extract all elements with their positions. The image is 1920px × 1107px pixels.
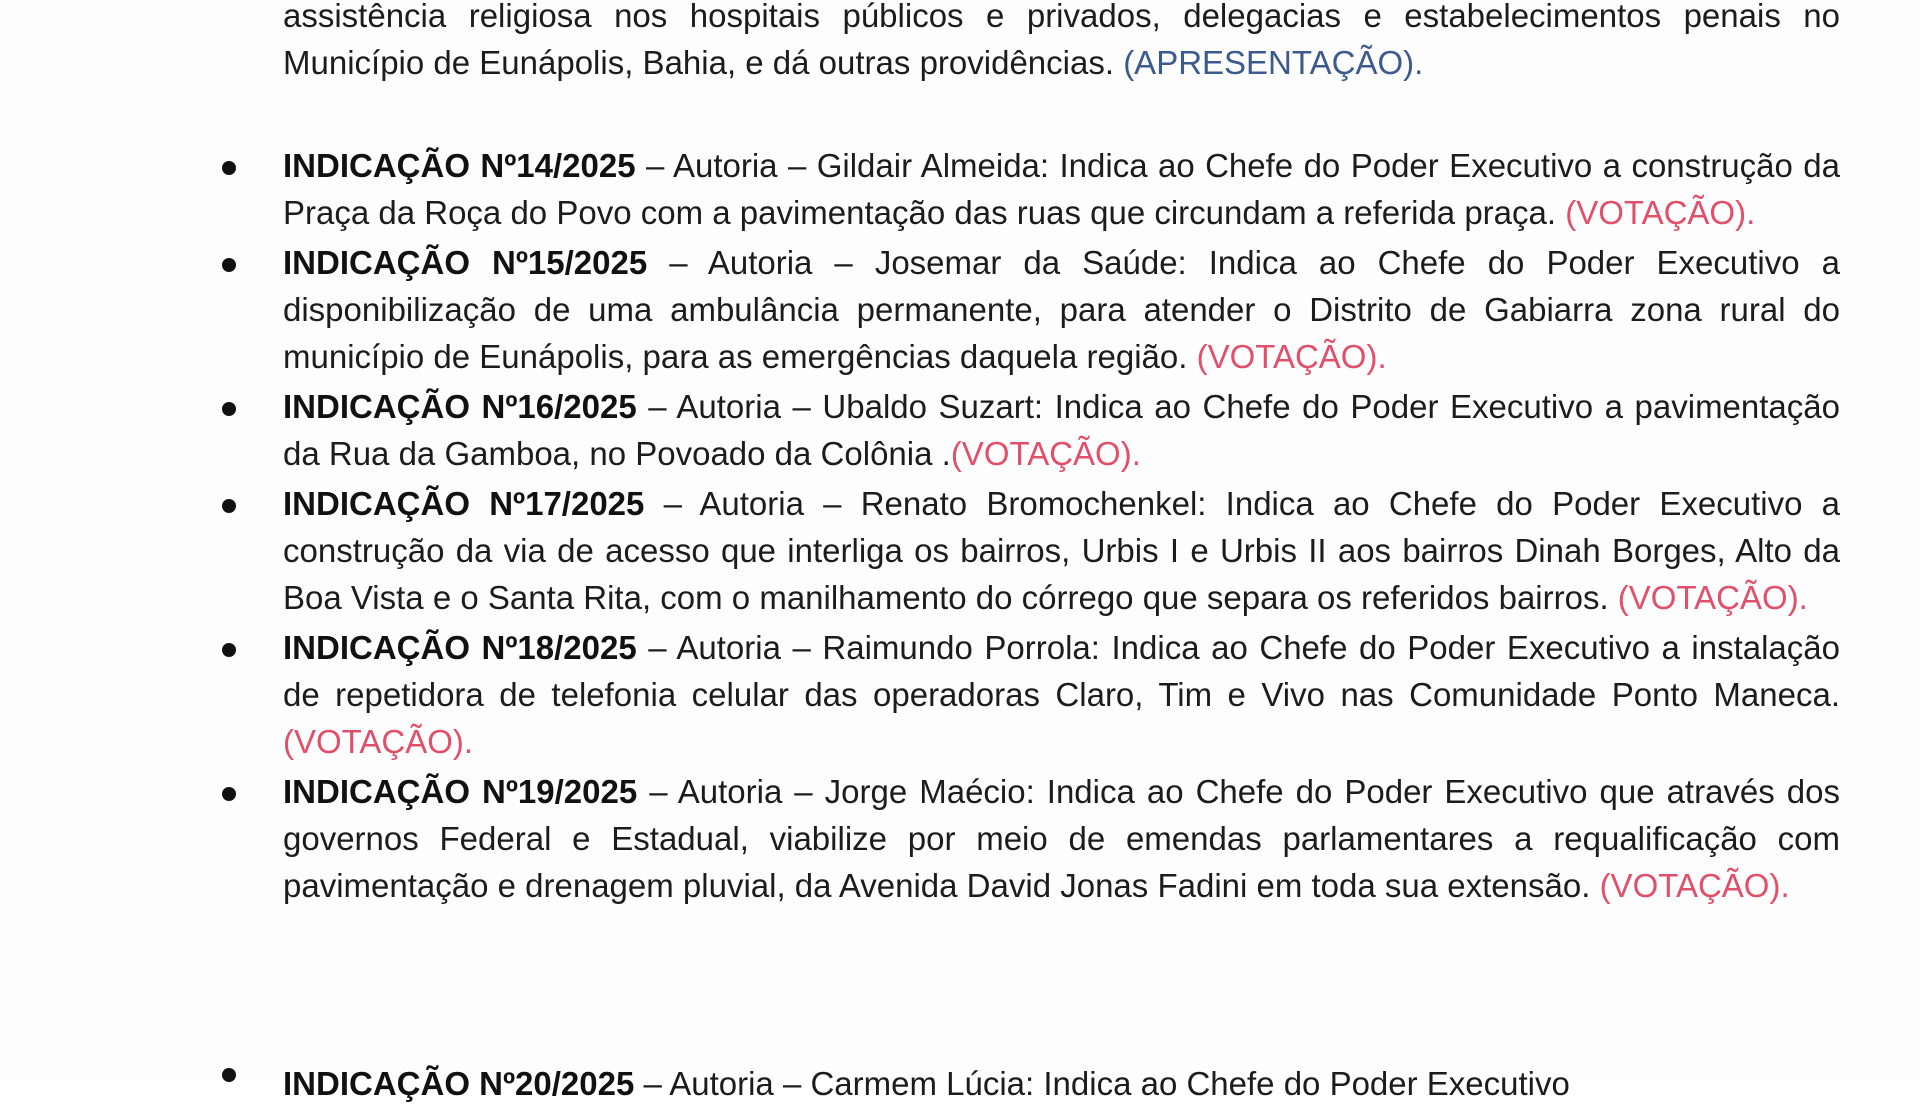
item-title: INDICAÇÃO Nº15/2025 bbox=[283, 244, 648, 281]
item-text bbox=[283, 1060, 1840, 1107]
intro-text: assistência religiosa nos hospitais públicos e privados, delegacias e estabelecimentos penais no Município de Eunápolis, Bahia, e dá outras providências. bbox=[283, 0, 1840, 81]
item-title: INDICAÇÃO Nº19/2025 bbox=[283, 773, 638, 810]
indicacao-list bbox=[0, 142, 1920, 912]
item-title: INDICAÇÃO Nº14/2025 bbox=[283, 147, 636, 184]
item-text bbox=[283, 624, 1840, 765]
item-status: (VOTAÇÃO). bbox=[1599, 867, 1790, 904]
item-status: (VOTAÇÃO). bbox=[950, 435, 1141, 472]
bullet-icon bbox=[222, 499, 236, 513]
item-text bbox=[283, 768, 1840, 909]
item-title: INDICAÇÃO Nº16/2025 bbox=[283, 388, 637, 425]
bullet-icon bbox=[222, 787, 236, 801]
item-status: (VOTAÇÃO). bbox=[1617, 579, 1808, 616]
item-body: – Autoria – Raimundo Porrola: Indica ao Chefe do Poder Executivo a instalação de repetidora de telefonia celular das operadoras Claro, Tim e Vivo nas Comunidade Ponto Maneca. bbox=[283, 629, 1840, 713]
list-item bbox=[0, 239, 1840, 380]
item-title: INDICAÇÃO Nº17/2025 bbox=[283, 485, 645, 522]
item-status: (VOTAÇÃO). bbox=[1565, 194, 1756, 231]
item-body: – Autoria – Jorge Maécio: Indica ao Chefe do Poder Executivo que através dos governos Federal e Estadual, viabilize por meio de emendas parlamentares a requalificação com pavimentação e drenagem pluvial, da Avenida David Jonas Fadini em toda sua extensão. bbox=[283, 773, 1840, 904]
item-text bbox=[283, 142, 1840, 236]
bullet-icon bbox=[222, 643, 236, 657]
list-item bbox=[0, 768, 1840, 909]
list-item bbox=[0, 624, 1840, 765]
item-title: INDICAÇÃO Nº18/2025 bbox=[283, 629, 637, 666]
list-item-partial bbox=[0, 1060, 1920, 1102]
item-body: – Autoria – Josemar da Saúde: Indica ao Chefe do Poder Executivo a disponibilização de uma ambulância permanente, para atender o Distrito de Gabiarra zona rural do município de Eunápolis, para as emergências daquela região. bbox=[283, 244, 1841, 375]
list-item bbox=[0, 383, 1840, 477]
item-text bbox=[283, 239, 1840, 380]
bullet-icon bbox=[222, 402, 236, 416]
list-item bbox=[0, 142, 1840, 236]
item-body: – Autoria – Gildair Almeida: Indica ao Chefe do Poder Executivo a construção da Praça da Roça do Povo com a pavimentação das ruas que circundam a referida praça. bbox=[283, 147, 1840, 231]
item-text bbox=[283, 480, 1840, 621]
item-status: (VOTAÇÃO). bbox=[1196, 338, 1387, 375]
item-text bbox=[283, 383, 1840, 477]
item-title: INDICAÇÃO Nº20/2025 bbox=[283, 1065, 635, 1102]
bullet-icon bbox=[222, 258, 236, 272]
item-status: (VOTAÇÃO). bbox=[283, 723, 474, 760]
item-body: – Autoria – Carmem Lúcia: Indica ao Chefe do Poder Executivo bbox=[634, 1065, 1570, 1102]
list-item bbox=[0, 480, 1840, 621]
intro-paragraph bbox=[283, 0, 1840, 86]
bullet-icon bbox=[222, 161, 236, 175]
item-body: – Autoria – Ubaldo Suzart: Indica ao Chefe do Poder Executivo a pavimentação da Rua da Gamboa, no Povoado da Colônia . bbox=[283, 388, 1840, 472]
item-body: – Autoria – Renato Bromochenkel: Indica ao Chefe do Poder Executivo a construção da via de acesso que interliga os bairros, Urbis I e Urbis II aos bairros Dinah Borges, Alto da Boa Vista e o Santa Rita, com o manilhamento do córrego que separa os referidos bairros. bbox=[283, 485, 1840, 616]
bullet-icon bbox=[222, 1068, 236, 1082]
intro-status: (APRESENTAÇÃO). bbox=[1123, 44, 1424, 81]
